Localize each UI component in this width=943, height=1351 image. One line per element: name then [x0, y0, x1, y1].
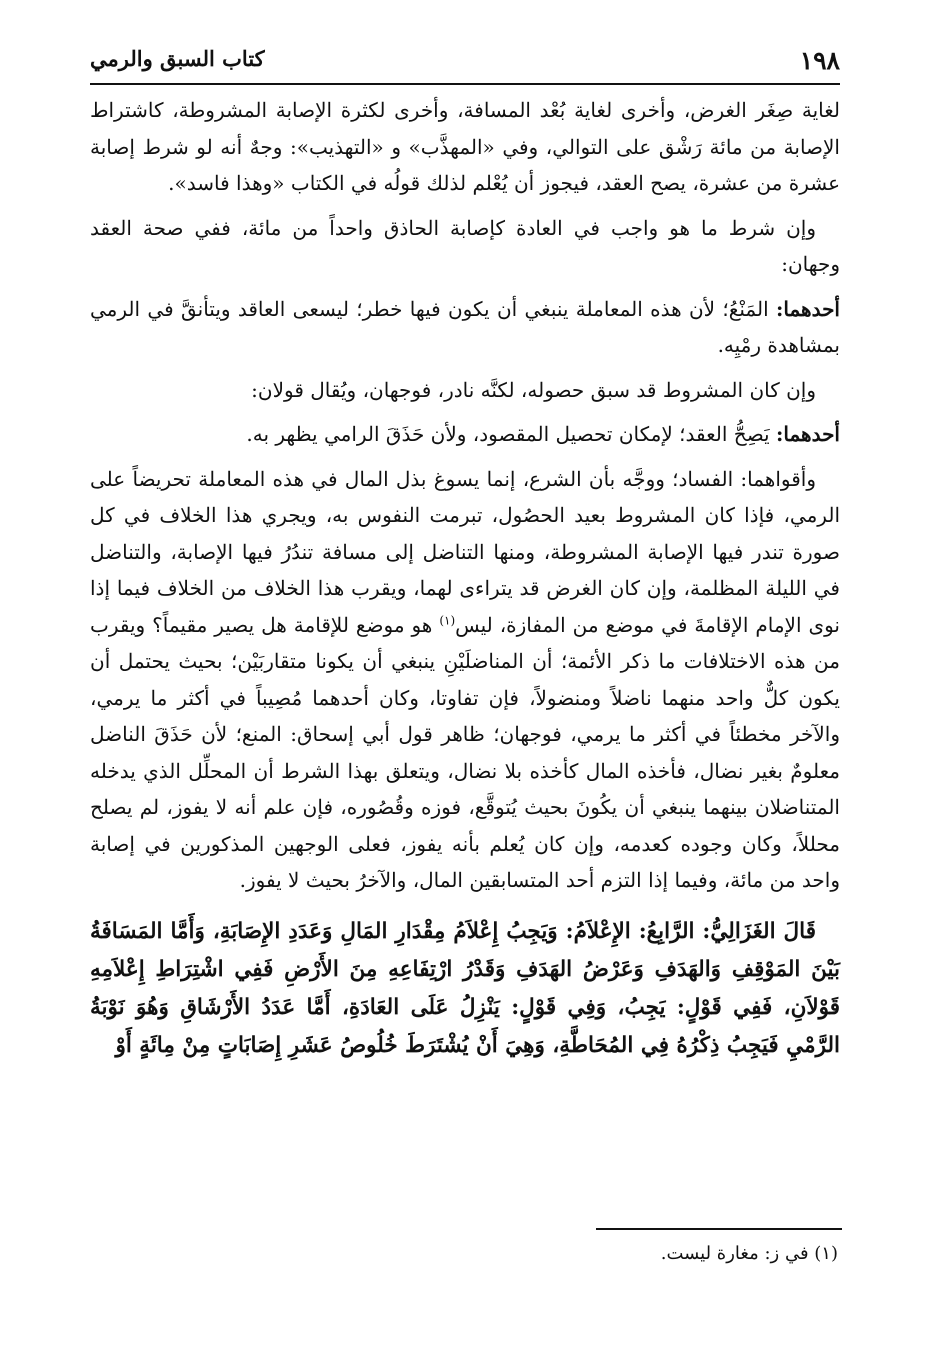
paragraph: وإن كان المشروط قد سبق حصوله، لكنَّه نادر، فوجهان، ويُقال قولان: — [251, 377, 816, 402]
footnote-reference: (١) — [439, 612, 456, 627]
footnote-rule — [596, 1228, 842, 1230]
paragraph-text: المَنْعُ؛ لأن هذه المعاملة ينبغي أن يكون فيها خطر؛ ليسعى العاقد ويتأنقَّ في الرمي بمشاهدة رمْيِه. — [90, 296, 840, 357]
paragraph-text: هو موضع للإقامة هل يصير مقيماً؟ ويقرب من هذه الاختلافات ما ذكر الأئمة؛ أن المناضلَيْنِ ينبغي أن يكونا متقاربَيْن؛ بحيث يحتمل أن يكون كلٌّ واحد منهما ناضلاً ومنضولاً، فإن تفاوتا، وكان أحدهما مُصِيباً في أكثر ما يرمي، والآخر مخطئاً في أكثر ما يرمي، فوجهان؛ ظاهر قول أبي إسحاق: المنع؛ لأن حَذَقَ الناضل معلومٌ بغير نضال، فأخذه المال كأخذه بلا نضال، ويتعلق بهذا الشرط أن المحلِّل الذي يدخله المتناضلان بينهما ينبغي أن يكُونَ بحيث يُتوقَّع، فوزه وقُصُوره، فإن علم أنه لا يفوز، لم يصلح محللاً، وكان وجوده كعدمه، وإن كان يُعلم بأنه يفوز، فعلى الوجهين المذكورين في إصابة واحد من مائة، وفيما إذا التزم أحد المتسابقين المال، والآخرُ بحيث لا يفوز. — [90, 612, 840, 892]
paragraph: وإن شرط ما هو واجب في العادة كإصابة الحاذق واحداً من مائة، ففي صحة العقد وجهان: — [90, 215, 840, 276]
paragraph — [90, 291, 840, 364]
paragraph-lead: أحدهما: — [775, 296, 840, 321]
paragraph-lead: أحدهما: — [775, 422, 840, 446]
running-title: كتاب السبق والرمي — [90, 46, 265, 71]
page-header — [90, 40, 840, 80]
footnote: (١) في ز: مغارة ليست. — [660, 1243, 838, 1264]
paragraph: لغاية صِغَر الغرض، وأخرى لغاية بُعْد المسافة، وأخرى لكثرة الإصابة المشروطة، كاشتراط الإصابة من مائة رَشْق على التوالي، وفي «المهذَّب» و «التهذيب»: وجهٌ أنه لو شرط إصابة عشرة من عشرة، يصح العقد، فيجوز أن يُعْلم لذلك قولُه في الكتاب «وهذا فاسد». — [90, 98, 840, 195]
ghazali-quote: قَالَ الغَزَالِيُّ: الرَّابِعُ: الإِعْلاَمُ: وَيَجِبُ إِعْلاَمُ مِقْدَارِ المَالِ وَعَدَدِ الإِصَابَةِ، وَأَمَّا المَسَافَةُ بَيْنَ المَوْقِفِ وَالهَدَفِ وَعَرْضُ الهَدَفِ وَقَدْرُ ارْتِفَاعِهِ مِنَ الأَرْضِ فَفِي اشْتِرَاطِ إِعْلاَمِهِ قَوْلاَنِ، فَفِي قَوْلٍ: يَجِبُ، وَفِي قَوْلٍ: يَنْزِلُ عَلَى العَادَةِ، أَمَّا عَدَدُ الأَرْشَاقِ وَهُوَ نَوْبَةُ الرَّمْيِ فَيَجِبُ ذِكْرُهُ فِي المُحَاطَّةِ، وَهِيَ أَنْ يُشْتَرَطَ خُلُوصُ عَشَرِ إِصَابَاتٍ مِنْ مِائَةٍ أَوْ — [90, 918, 840, 1058]
paragraph — [90, 461, 840, 899]
paragraph-text: يَصِحُّ العقد؛ لإمكان تحصيل المقصود، ولأن حَذَقَ الرامي يظهر به. — [246, 422, 770, 446]
header-rule — [90, 83, 840, 85]
paragraph-text: وأقواهما: الفساد؛ ووجَّه بأن الشرع، إنما يسوغ بذل المال في هذه المعاملة تحريضاً على الرمي، فإذا كان المشروط بعيد الحصُول، تبرمت النفوس به، ويجري هذا الخلاف في كل صورة تندر فيها الإصابة المشروطة، ومنها التناضل إلى مسافة تندُرُ فيها الإصابة، والتناضل في الليلة المظلمة، وإن كان الغرض قد يتراءى لهما، ويقرب هذا الخلاف من الخلاف فيما إذا نوى الإمام الإقامةَ في موضع من المفازة، ليس — [90, 466, 840, 637]
page-number: ١٩٨ — [799, 46, 840, 75]
paragraph — [90, 416, 840, 453]
main-text — [90, 92, 840, 1065]
